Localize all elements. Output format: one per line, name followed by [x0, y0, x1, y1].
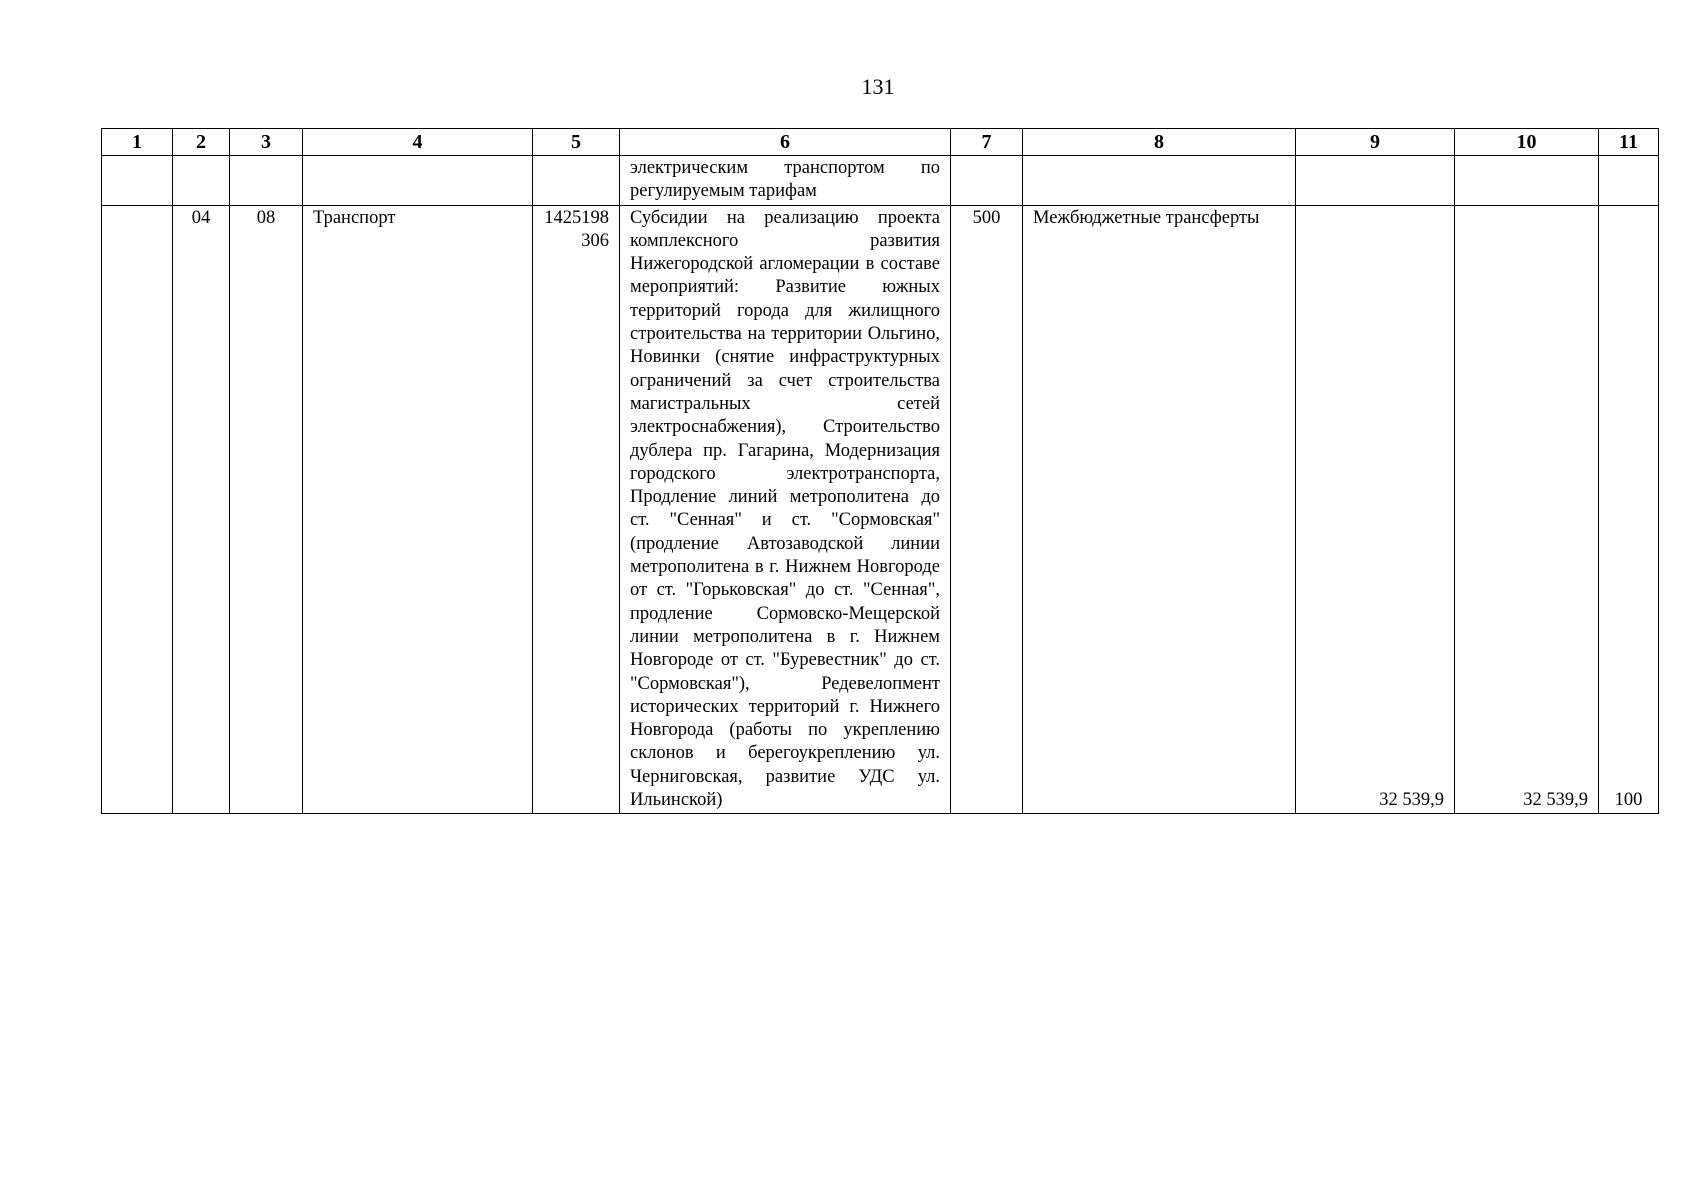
cell-col1 — [102, 205, 173, 814]
budget-table — [101, 128, 1659, 814]
header-row — [102, 129, 1659, 156]
cell-col9 — [1296, 156, 1455, 206]
cell-expense-type: 500 — [951, 205, 1023, 814]
cell-expense-type-name: Межбюджетные трансферты — [1023, 205, 1296, 814]
cell-col3 — [230, 156, 303, 206]
cell-amount-executed: 32 539,9 — [1455, 205, 1599, 814]
cell-col10 — [1455, 156, 1599, 206]
cell-col7 — [951, 156, 1023, 206]
cell-col11 — [1599, 156, 1659, 206]
column-header-4: 4 — [303, 129, 533, 156]
page-number: 131 — [861, 74, 895, 99]
column-header-10: 10 — [1455, 129, 1599, 156]
cell-percent: 100 — [1599, 205, 1659, 814]
column-header-8: 8 — [1023, 129, 1296, 156]
table-row — [102, 156, 1659, 206]
cell-col2 — [173, 156, 230, 206]
cell-subsection: 08 — [230, 205, 303, 814]
column-header-3: 3 — [230, 129, 303, 156]
table-row — [102, 205, 1659, 814]
cell-col6: электрическим транспортом по регулируемым тарифам — [620, 156, 951, 206]
column-header-6: 6 — [620, 129, 951, 156]
cell-amount-planned: 32 539,9 — [1296, 205, 1455, 814]
cell-description: Субсидии на реализацию проекта комплексного развития Нижегородской агломерации в составе мероприятий: Развитие южных территорий города для жилищного строительства на территории Ольгино, Новинки (снятие инфраструктурных ограничений за счет строительства магистральных сетей электроснабжения), Строительство дублера пр. Гагарина, Модернизация городского электротранспорта, Продление линий метрополитена до ст. "Сенная" и ст. "Сормовская" (продление Автозаводской линии метрополитена в г. Нижнем Новгороде от ст. "Горьковская" до ст. "Сенная", продление Сормовско-Мещерской линии метрополитена в г. Нижнем Новгороде от ст. "Буревестник" до ст. "Сормовская"), Редевелопмент исторических территорий г. Нижнего Новгорода (работы по укреплению склонов и берегоукреплению ул. Черниговская, развитие УДС ул. Ильинской) — [620, 205, 951, 814]
cell-section: 04 — [173, 205, 230, 814]
column-header-2: 2 — [173, 129, 230, 156]
column-header-11: 11 — [1599, 129, 1659, 156]
cell-target-article: 1425198306 — [533, 205, 620, 814]
cell-subsection-name: Транспорт — [303, 205, 533, 814]
column-header-5: 5 — [533, 129, 620, 156]
column-header-1: 1 — [102, 129, 173, 156]
cell-col8 — [1023, 156, 1296, 206]
cell-col4 — [303, 156, 533, 206]
column-header-9: 9 — [1296, 129, 1455, 156]
cell-col1 — [102, 156, 173, 206]
cell-col5 — [533, 156, 620, 206]
column-header-7: 7 — [951, 129, 1023, 156]
